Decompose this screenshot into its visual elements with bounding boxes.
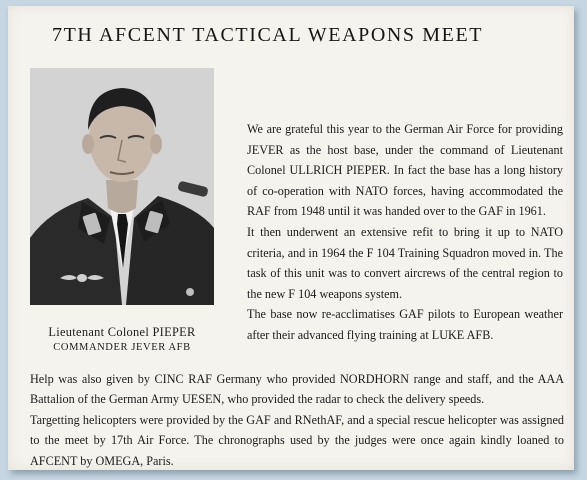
photo-caption: [30, 324, 214, 356]
document-page: [8, 6, 574, 470]
caption-role: COMMANDER JEVER AFB: [53, 342, 191, 353]
paragraph-help: Help was also given by CINC RAF Germany who provided NORDHORN range and staff, and the AAA Battalion of the German Army UESEN, who provided the radar to check the delivery speeds.: [30, 372, 564, 407]
paragraph-refit: It then underwent an extensive refit to bring it up to NATO criteria, and in 1964 the F 104 Training Squadron moved in. The task of this unit was to convert aircrews of the central region to the new F 104 weapons system.: [247, 224, 563, 301]
portrait-photo: [30, 68, 214, 305]
paragraph-host-base: We are grateful this year to the German Air Force for providing JEVER as the host base, under the command of Lieutenant Colonel ULLRICH PIEPER. In fact the base has a long history of co-operation with NATO forces, having accommodated the RAF from 1948 until it was handed over to the GAF in 1961.: [247, 122, 563, 219]
body-text: [30, 369, 564, 471]
paragraph-helicopters: Targetting helicopters were provided by the GAF and RNethAF, and a special rescue helicopter was assigned to the meet by 17th Air Force. The chronographs used by the judges were once again kindly loaned to AFCENT by OMEGA, Paris.: [30, 412, 564, 468]
caption-name: Lieutenant Colonel PIEPER: [48, 325, 196, 339]
intro-text-column: [247, 119, 563, 346]
paragraph-reacclimatise: The base now re-acclimatises GAF pilots to European weather after their advanced flying training at LUKE AFB.: [247, 307, 563, 342]
page-title: 7TH AFCENT TACTICAL WEAPONS MEET: [52, 24, 484, 46]
